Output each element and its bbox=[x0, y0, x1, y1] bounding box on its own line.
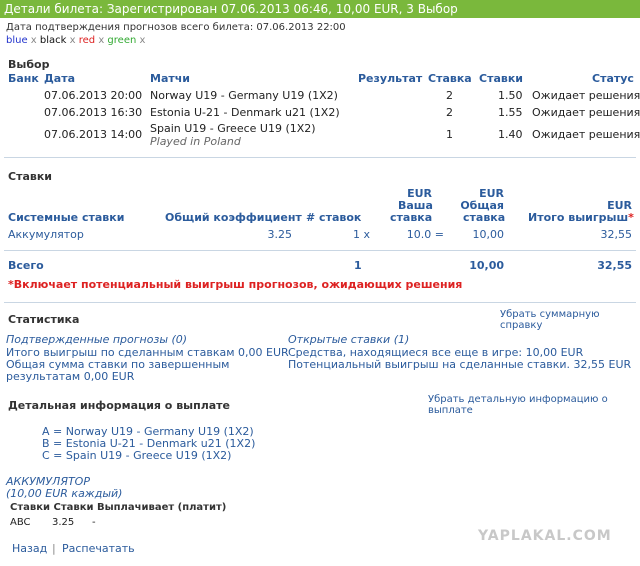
acc-title: АККУМУЛЯТОР bbox=[6, 475, 90, 488]
col-count: # ставок bbox=[306, 211, 362, 224]
divider bbox=[4, 157, 636, 158]
col-coef: Общий коэффициент bbox=[165, 211, 302, 224]
color-word-7: x bbox=[136, 35, 146, 46]
acc-win: 32,55 bbox=[600, 228, 632, 241]
payout-heading: Детальная информация о выплате bbox=[8, 399, 231, 412]
bets-heading: Ставки bbox=[8, 170, 53, 183]
row1-date: 07.06.2013 20:00 bbox=[44, 89, 143, 102]
confirmed-title: Подтвержденные прогнозы (0) bbox=[6, 333, 188, 346]
total-cur: EUR bbox=[479, 187, 504, 200]
selection-heading: Выбор bbox=[8, 58, 50, 71]
row1-status: Ожидает решения bbox=[532, 89, 640, 102]
confirmed-line1: Итого выигрыш по сделанным ставкам 0,00 EUR bbox=[6, 346, 289, 359]
total-stake: 10,00 bbox=[469, 259, 504, 272]
payout-cell-b: 3.25 bbox=[52, 517, 75, 528]
win-cur: EUR bbox=[607, 199, 632, 212]
open-line2: Потенциальный выигрыш на сделанные ставки. 32,55 EUR bbox=[288, 358, 632, 371]
row2-stake: 2 bbox=[446, 106, 453, 119]
confirmed-line2: Общая сумма ставки по завершенным bbox=[6, 358, 230, 371]
legend-b: B = Estonia U-21 - Denmark u21 (1X2) bbox=[42, 437, 256, 450]
total-label: Всего bbox=[8, 259, 44, 272]
print-link[interactable]: Распечатать bbox=[62, 542, 135, 555]
your-cur: EUR bbox=[407, 187, 432, 200]
payout-table-header: Ставки Ставки Выплачивает (платит) bbox=[10, 502, 227, 513]
col-your-stake: ставка bbox=[390, 211, 433, 224]
divider bbox=[4, 250, 636, 251]
total-count: 1 bbox=[354, 259, 362, 272]
payout-cell-c: - bbox=[92, 517, 96, 528]
row2-status: Ожидает решения bbox=[532, 106, 640, 119]
row2-date: 07.06.2013 16:30 bbox=[44, 106, 143, 119]
color-word-1: x bbox=[27, 35, 40, 46]
footnote: *Включает потенциальный выигрыш прогнозов, ожидающих решения bbox=[8, 278, 463, 291]
col-matches: Матчи bbox=[150, 72, 191, 85]
row3-status: Ожидает решения bbox=[532, 128, 640, 141]
footer-separator: | bbox=[52, 542, 56, 555]
acc-total: 10,00 bbox=[472, 228, 504, 241]
stats-heading: Статистика bbox=[8, 313, 80, 326]
color-word-2: black bbox=[39, 35, 67, 46]
watermark: YAPLAKAL.COM bbox=[478, 528, 612, 544]
col-system: Системные ставки bbox=[8, 211, 125, 224]
col-odds: Ставки bbox=[479, 72, 524, 85]
acc-coef: 3.25 bbox=[267, 228, 292, 241]
ticket-title: Детали билета: Зарегистрирован 07.06.2013 06:46, 10,00 EUR, 3 Выбор bbox=[4, 2, 458, 16]
window-title-bar bbox=[0, 0, 640, 18]
row1-odds: 1.50 bbox=[498, 89, 523, 102]
color-word-3: x bbox=[66, 35, 79, 46]
divider bbox=[4, 302, 636, 303]
acc-your: 10.0 = bbox=[406, 228, 444, 241]
confirmed-line3: результатам 0,00 EUR bbox=[6, 370, 135, 383]
col-win-mark: * bbox=[628, 211, 634, 224]
col-win bbox=[528, 211, 634, 224]
color-word-5: x bbox=[95, 35, 108, 46]
legend-c: C = Spain U19 - Greece U19 (1X2) bbox=[42, 449, 232, 462]
back-link[interactable]: Назад bbox=[12, 542, 48, 555]
row2-odds: 1.55 bbox=[498, 106, 523, 119]
payout-cell-a: ABC bbox=[10, 517, 31, 528]
hide-payout-link[interactable]: Убрать детальную информацию о выплате bbox=[428, 394, 608, 416]
col-result: Результат bbox=[358, 72, 423, 85]
row2-match: Estonia U-21 - Denmark u21 (1X2) bbox=[150, 106, 340, 119]
acc-count: 1 x bbox=[352, 228, 370, 241]
col-bank: Банк bbox=[8, 72, 39, 85]
color-word-0: blue bbox=[6, 35, 28, 46]
color-word-6: green bbox=[107, 35, 137, 46]
row3-date: 07.06.2013 14:00 bbox=[44, 128, 143, 141]
row1-stake: 2 bbox=[446, 89, 453, 102]
confirm-date: Дата подтверждения прогнозов всего билета: 07.06.2013 22:00 bbox=[6, 22, 346, 33]
col-win-label: Итого выигрыш bbox=[528, 211, 629, 224]
col-date: Дата bbox=[44, 72, 76, 85]
row1-match: Norway U19 - Germany U19 (1X2) bbox=[150, 89, 338, 102]
open-title: Открытые ставки (1) bbox=[288, 333, 410, 346]
total-h1: Общая bbox=[460, 199, 504, 212]
your-h1: Ваша bbox=[398, 199, 433, 212]
color-line bbox=[6, 35, 145, 46]
acc-subtitle: (10,00 EUR каждый) bbox=[6, 487, 123, 500]
legend-a: A = Norway U19 - Germany U19 (1X2) bbox=[42, 425, 254, 438]
row3-match: Spain U19 - Greece U19 (1X2) bbox=[150, 122, 316, 135]
total-win: 32,55 bbox=[597, 259, 632, 272]
hide-summary-link[interactable]: Убрать суммарную справку bbox=[500, 309, 600, 331]
row3-odds: 1.40 bbox=[498, 128, 523, 141]
col-stake: Ставка bbox=[428, 72, 472, 85]
open-line1: Средства, находящиеся все еще в игре: 10,00 EUR bbox=[288, 346, 584, 359]
row3-note: Played in Poland bbox=[150, 135, 241, 148]
col-total-stake: ставка bbox=[463, 211, 506, 224]
color-word-4: red bbox=[78, 35, 96, 46]
col-status: Статус bbox=[592, 72, 634, 85]
row3-stake: 1 bbox=[446, 128, 453, 141]
acc-name: Аккумулятор bbox=[8, 228, 84, 241]
